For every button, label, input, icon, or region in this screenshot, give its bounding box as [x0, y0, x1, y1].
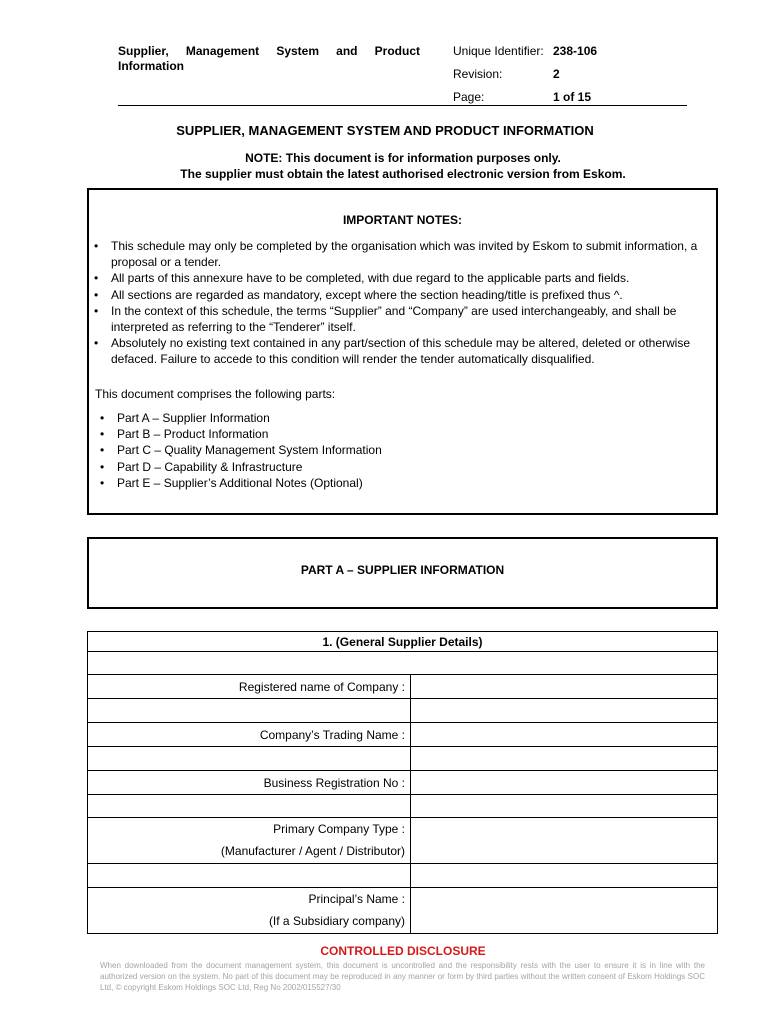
list-item: • This schedule may only be completed by the organisation which was invited by Eskom to submit information, a proposal or a tender.: [111, 238, 711, 270]
spacer-cell: [411, 747, 718, 771]
trading-name-label: Company’s Trading Name :: [88, 723, 411, 747]
list-item: • Part E – Supplier’s Additional Notes (Optional): [117, 475, 617, 491]
spacer-cell: [88, 795, 411, 818]
principal-name-field[interactable]: [411, 888, 718, 934]
registration-no-field[interactable]: [411, 771, 718, 795]
revision-label: Revision:: [453, 67, 503, 81]
header-divider: [118, 105, 687, 106]
trading-name-field[interactable]: [411, 723, 718, 747]
header-document-title: [118, 44, 420, 74]
list-item: • All sections are regarded as mandatory, except where the section heading/title is prefixed thus ^.: [111, 287, 711, 303]
list-item: • In the context of this schedule, the terms “Supplier” and “Company” are used interchangeably, and shall be interpreted as referring to the “Tenderer” itself.: [111, 303, 711, 335]
spacer-cell: [88, 747, 411, 771]
important-notes-heading: IMPORTANT NOTES:: [342, 213, 463, 227]
company-type-field[interactable]: [411, 818, 718, 864]
important-notes-box: [87, 188, 718, 515]
parts-list: [117, 410, 617, 491]
unique-identifier-value: 238-106: [553, 44, 598, 58]
spacer-cell: [88, 864, 411, 888]
section-heading: 1. (General Supplier Details): [88, 632, 718, 652]
unique-identifier-label: Unique Identifier:: [453, 44, 544, 58]
controlled-disclosure: CONTROLLED DISCLOSURE: [320, 944, 486, 958]
spacer-cell: [411, 795, 718, 818]
spacer-cell: [411, 864, 718, 888]
note-line-2: The supplier must obtain the latest authorised electronic version from Eskom.: [180, 167, 626, 181]
list-item: • Part D – Capability & Infrastructure: [117, 459, 617, 475]
header-title-word: System: [276, 44, 320, 58]
list-item: • Absolutely no existing text contained in any part/section of this schedule may be altered, deleted or otherwise defaced. Failure to accede to this condition will render the tender automatically disqualified.: [111, 335, 711, 367]
header-title-word: Product: [374, 44, 420, 58]
note-line-1: NOTE: This document is for information purposes only.: [245, 151, 561, 165]
principal-name-cell: [88, 888, 411, 934]
spacer-row: [88, 652, 718, 675]
company-type-label: Primary Company Type :: [273, 822, 405, 836]
list-item: • Part B – Product Information: [117, 426, 617, 442]
revision-value: 2: [553, 67, 560, 81]
part-a-box: [87, 537, 718, 609]
spacer-cell: [411, 699, 718, 723]
registered-name-label: Registered name of Company :: [88, 675, 411, 699]
list-item: • All parts of this annexure have to be completed, with due regard to the applicable parts and fields.: [111, 270, 711, 286]
list-item: • Part A – Supplier Information: [117, 410, 617, 426]
part-a-heading: PART A – SUPPLIER INFORMATION: [300, 563, 505, 577]
principal-name-hint: (If a Subsidiary company): [268, 914, 405, 928]
spacer-cell: [88, 699, 411, 723]
company-type-hint: (Manufacturer / Agent / Distributor): [220, 844, 405, 858]
header-title-line2: Information: [118, 59, 184, 73]
page-label: Page:: [453, 90, 485, 104]
general-supplier-details-table: [87, 631, 718, 934]
disclaimer-text: When downloaded from the document management system, this document is uncontrolled and the responsibility rests with the user to ensure it is in line with the authorized version on the system. No part of this document may be reproduced in any manner or form by third parties without the written consent of Eskom Holdings SOC Ltd, © copyright Eskom Holdings SOC Ltd, Reg No 2002/015527/30: [100, 961, 705, 992]
header-title-word: Management: [185, 44, 260, 58]
header-title-word: and: [336, 44, 358, 58]
document-title: SUPPLIER, MANAGEMENT SYSTEM AND PRODUCT INFORMATION: [176, 123, 594, 138]
important-notes-list: [111, 238, 711, 368]
registered-name-field[interactable]: [411, 675, 718, 699]
header-title-word: Supplier,: [118, 44, 169, 58]
page-number: 1 of 15: [553, 90, 592, 104]
principal-name-label: Principal’s Name :: [308, 892, 405, 906]
comprises-text: This document comprises the following parts:: [95, 387, 336, 401]
company-type-cell: [88, 818, 411, 864]
list-item: • Part C – Quality Management System Information: [117, 442, 617, 458]
registration-no-label: Business Registration No :: [88, 771, 411, 795]
